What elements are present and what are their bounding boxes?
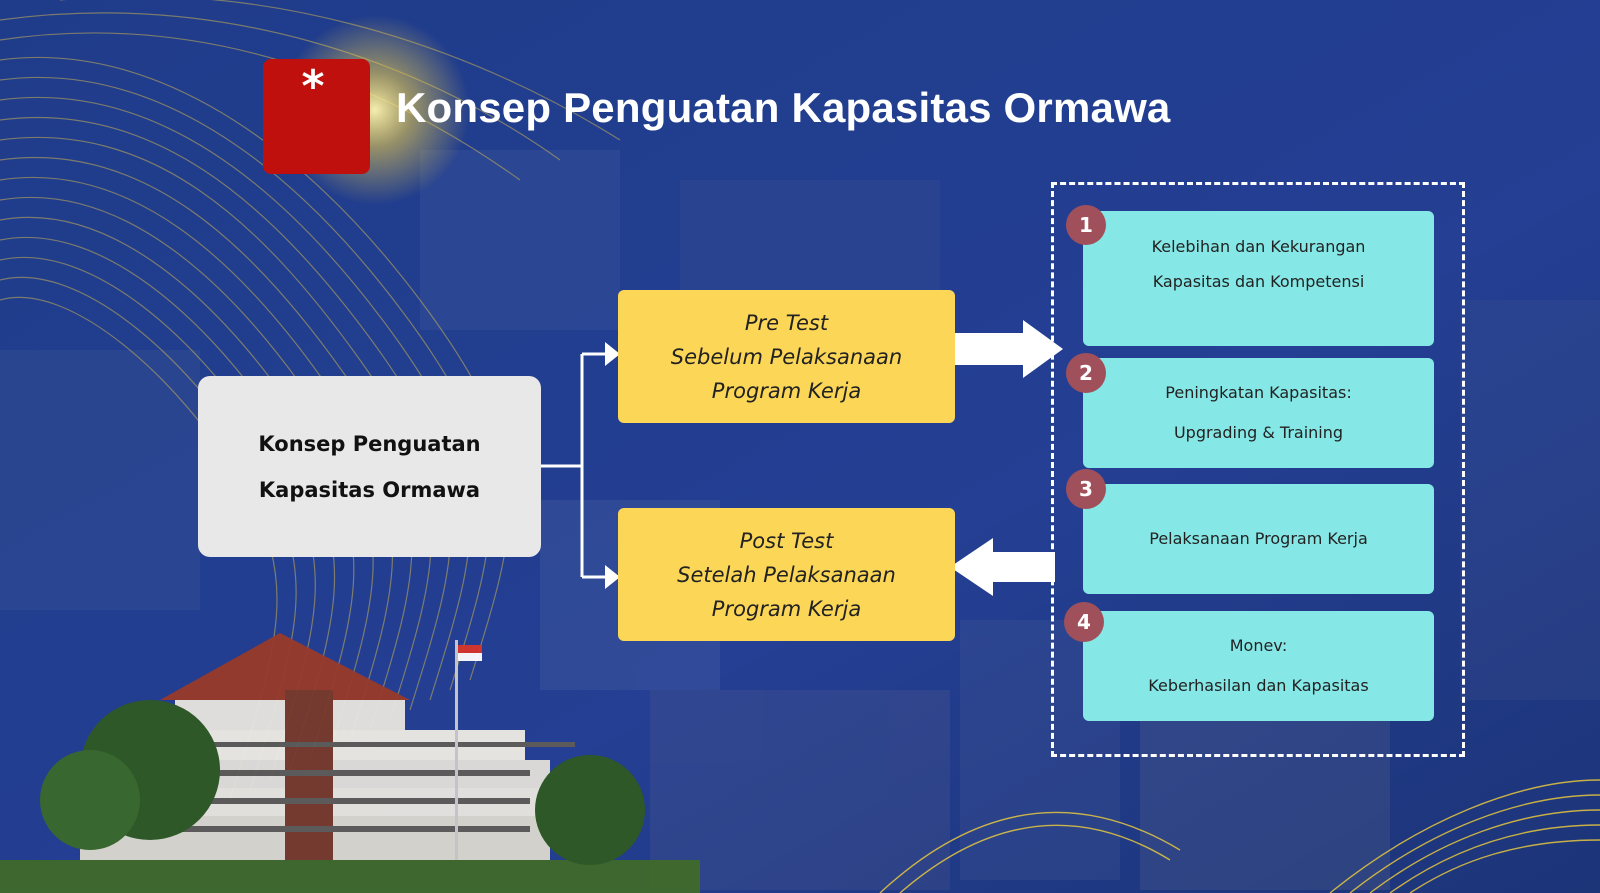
step-box-3 — [1083, 484, 1434, 594]
step-box-2 — [1083, 358, 1434, 468]
root-line-1: Konsep Penguatan — [258, 431, 481, 456]
post-test-line-3: Program Kerja — [711, 596, 862, 621]
root-line-2: Kapasitas Ormawa — [258, 477, 481, 502]
pre-test-box — [618, 290, 955, 423]
post-test-box — [618, 508, 955, 641]
logo-badge — [263, 59, 370, 174]
step-3-line-1: Pelaksanaan Program Kerja — [1149, 529, 1368, 548]
pre-test-line-2: Sebelum Pelaksanaan — [670, 344, 903, 369]
step-1-line-2: Kapasitas dan Kompetensi — [1152, 271, 1365, 291]
step-badge-4: 4 — [1064, 602, 1104, 642]
pre-test-line-3: Program Kerja — [711, 378, 862, 403]
step-badge-1: 1 — [1066, 205, 1106, 245]
post-test-line-1: Post Test — [739, 528, 834, 553]
step-4-line-2: Keberhasilan dan Kapasitas — [1148, 676, 1369, 695]
post-test-line-2: Setelah Pelaksanaan — [677, 562, 896, 587]
step-4-line-1: Monev: — [1229, 636, 1288, 655]
step-2-line-2: Upgrading & Training — [1173, 423, 1344, 442]
root-concept-box — [198, 376, 541, 557]
step-badge-2: 2 — [1066, 353, 1106, 393]
step-box-1 — [1083, 211, 1434, 346]
asterisk-icon: * — [301, 61, 325, 112]
step-badge-3: 3 — [1066, 469, 1106, 509]
step-box-4 — [1083, 611, 1434, 721]
pre-test-line-1: Pre Test — [744, 310, 829, 335]
page-title: Konsep Penguatan Kapasitas Ormawa — [396, 84, 1171, 131]
step-2-line-1: Peningkatan Kapasitas: — [1165, 383, 1352, 402]
step-1-line-1: Kelebihan dan Kekurangan — [1151, 236, 1366, 256]
